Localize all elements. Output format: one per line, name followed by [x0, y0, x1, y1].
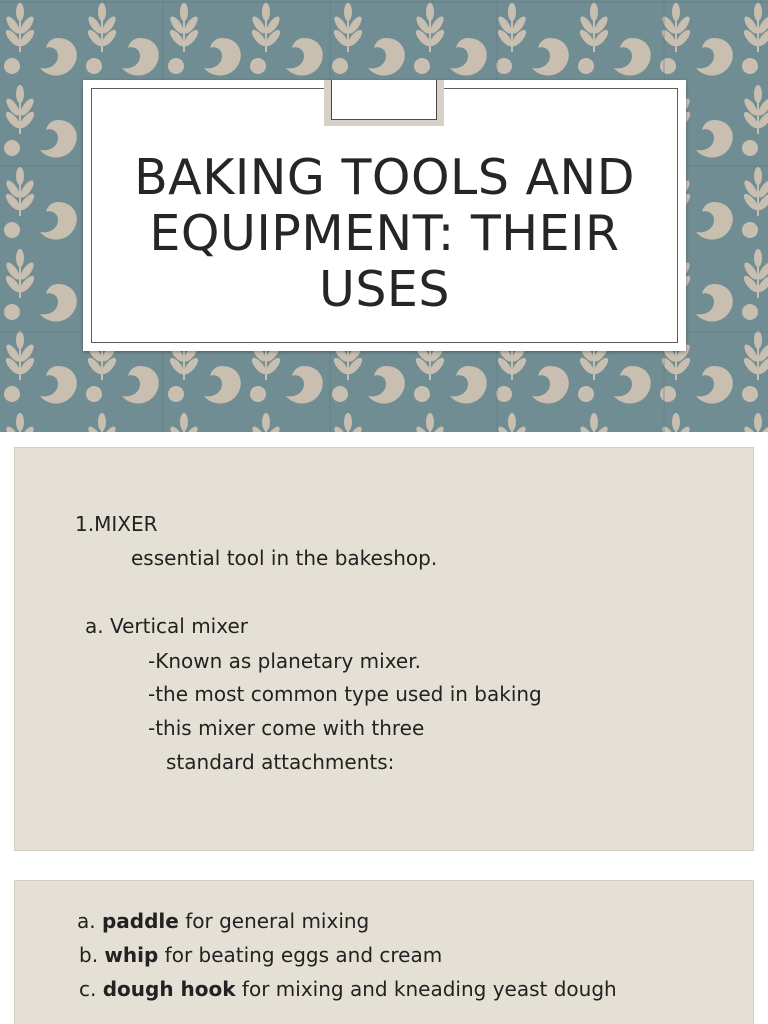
mixer-heading: 1.MIXER [75, 512, 158, 536]
title-slide [0, 0, 768, 432]
attachment-desc: for beating eggs and cream [158, 943, 443, 967]
attachment-prefix: c. [79, 977, 103, 1001]
attachment-item [77, 909, 369, 933]
mixer-bullet-4: standard attachments: [166, 750, 395, 774]
attachment-term: whip [104, 943, 159, 967]
mixer-description: essential tool in the bakeshop. [131, 546, 438, 570]
vertical-mixer-heading: a. Vertical mixer [85, 614, 248, 638]
attachment-term: paddle [101, 909, 179, 933]
mixer-bullet-2: -the most common type used in baking [148, 682, 542, 706]
slide-title [91, 150, 678, 318]
mixer-bullet-1: -Known as planetary mixer. [148, 649, 421, 673]
mixer-slide [14, 447, 754, 851]
attachment-term: dough hook [102, 977, 236, 1001]
title-line-1: BAKING TOOLS AND [134, 149, 635, 206]
attachment-prefix: b. [79, 943, 105, 967]
title-tab-frame [331, 80, 437, 120]
attachment-desc: for mixing and kneading yeast dough [235, 977, 617, 1001]
attachment-desc: for general mixing [178, 909, 370, 933]
title-card [83, 80, 686, 351]
attachments-slide [14, 880, 754, 1024]
attachment-item [79, 943, 442, 967]
attachment-item [79, 977, 617, 1001]
title-line-2: EQUIPMENT: THEIR [149, 205, 620, 262]
attachment-prefix: a. [77, 909, 102, 933]
title-tab-decoration [324, 80, 444, 126]
title-line-3: USES [318, 261, 451, 318]
mixer-bullet-3: -this mixer come with three [148, 716, 425, 740]
